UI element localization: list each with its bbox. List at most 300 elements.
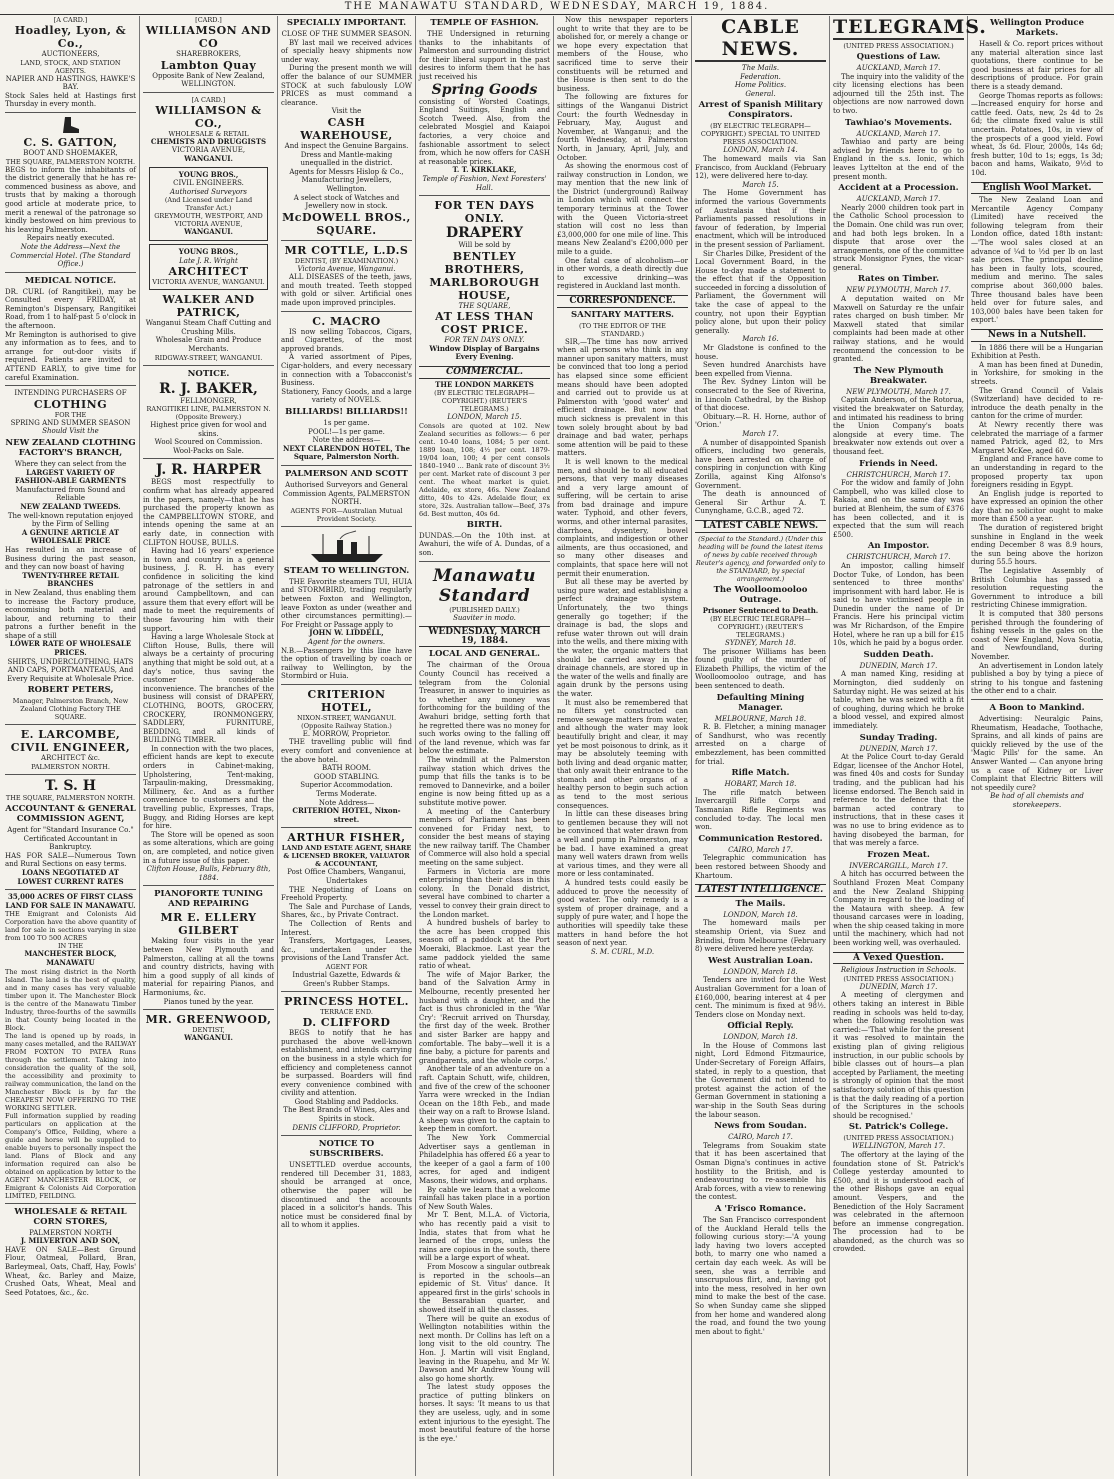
victoria-avenue: VICTORIA AVENUE, — [171, 146, 246, 155]
cable-item-1: The Mails. — [741, 64, 780, 72]
arrest-date-2: March 15. — [742, 180, 779, 189]
young-licensed: (And Licensed under Land Transfer Act.) — [164, 196, 253, 213]
column-5 — [554, 16, 692, 1476]
arrest-body-4: Mr Gladstone is confined to the house. — [695, 344, 826, 361]
harper-body: BEGS most respectfully to confirm what has already appeared in the papers, namely—that he has purchased the property known as the CAMPBELLTOWN STORE, and intends opening the same at an early date, in connection with CLIFTON HOUSE, BULLS. — [143, 478, 274, 547]
lambton-quay: Lambton Quay — [160, 58, 257, 72]
greenwood-name: MR. GREENWOOD, — [145, 1013, 272, 1027]
issue-date: WEDNESDAY, MARCH 19, 1884. — [419, 626, 550, 647]
divider — [143, 92, 274, 93]
prisoner-body: The prisoner Williams has been found guilty of the murder of Elizabeth Phillips, the victim of the Woolloomooloo outrage, and has been sentenced to death. — [695, 647, 826, 691]
markets-heading: THE LONDON MARKETS — [435, 379, 534, 389]
princess-hotel: PRINCESS HOTEL. — [284, 995, 409, 1009]
sudden-heading: Sudden Death. — [863, 649, 934, 660]
romance-body: The San Francisco correspondent of the Auckland Herald tells the following curious story:—'A young lady having two lovers accepted both, to marry one who named a certain day each week. As will be seen, she was a terrible and unscrupulous flirt, and, having got into the mess, resolved in her own mind to make the best of the case. So when Sunday came she slipped from her home and wandered along the road, and found the two young men about to fight.' — [695, 1215, 826, 1336]
official-body: In the House of Commons last night, Lord Edmond Fitzmaurice, Under-Secretary of Foreign Affairs, stated, in reply to a question, that the Government did not intend to protest against the action of the German Government in stationing a war-ship in the South Seas during the labour season. — [695, 1041, 826, 1119]
williamson-2-sub: WHOLESALE & RETAIL — [168, 129, 249, 138]
divider — [143, 458, 274, 459]
criterion-terms: Terms Moderate. — [316, 790, 377, 799]
clothing-branches-body: in New Zealand, thus enabling them to increase the Factory produce, economising both material and labour, and returning to their patrons a further benefit in the shape of a still — [5, 588, 136, 640]
less-than-cost: AT LESS THAN COST PRICE. — [435, 310, 534, 337]
comm-date: CAIRO, March 17. — [728, 845, 793, 854]
greenwood-dentist: DENTIST, — [192, 1026, 225, 1035]
column-1 — [2, 16, 140, 1476]
defaulting-heading: Defaulting Mining Manager. — [716, 692, 805, 713]
divider — [419, 195, 550, 196]
baker-name: R. J. BAKER, — [159, 380, 258, 397]
vexed-body: A meeting of clergymen and others taking an interest in Bible reading in schools was held to-day, when the following resolution was carried:—'That while for the present it was resolved to maintain the existing plan of giving religious instruction, in our public schools by bible classes out of hours—a plan accepted by Parliament, the meeting is strongly of opinion that the most satisfactory solution of this question is that the daily reading of a portion of the Scriptures in the schools should be recognised.' — [833, 991, 964, 1120]
ten-days: FOR TEN DAYS ONLY. — [434, 199, 535, 226]
gatton-name: C. S. GATTON, — [23, 135, 118, 149]
produce-heading: Wellington Produce Markets. — [989, 18, 1085, 38]
divider — [281, 1135, 412, 1136]
rifle-date: HOBART, March 18. — [724, 780, 797, 789]
harper-body-3: Having a large Wholesale Stock at Clifton House, Bulls, there will always be a certainty of procuring anything that might be sold out, at a day's notice, thus saving the customer considerable inconvenience. The branches of the business will consist of DRAPERY, CLOTHING, BOOTS, GROCERY, CROCKERY, IRONMONGERY, SADDLERY, FURNITURE, BEDDING, and all kinds of BUILDING TIMBER. — [143, 633, 274, 745]
fisher-body-5: Transfers, Mortgages, Leases, &c., undertaken under the provisions of the Land Transfer Act. — [281, 937, 412, 963]
harper-body-2: Having had 16 years' experience in town and country in a general business, J. R. H. has every confidence in soliciting the kind patronage of the settlers in and around Campbelltown, and can assure them that every effort will be made to meet the requirements of those favouring him with their support. — [143, 547, 274, 633]
vexed-date: DUNEDIN, March 17. — [859, 982, 938, 991]
spring-body: consisting of Worsted Coatings, England Suitings, English and Scotch Tweed. Also, from the celebrated Mosgiel and Kaiapoi factories, a very choice and fashionable assortment to select from, which he now offers for CASH at reasonable prices. — [419, 97, 550, 166]
rates-heading: Rates on Timber. — [857, 274, 940, 285]
fisher-sub: LAND AND ESTATE AGENT, SHARE & LICENSED BROKER, VALUATOR & ACCOUNTANT, — [281, 844, 412, 869]
newspaper-page — [2, 16, 1112, 1476]
nutshell-3: The Grand Council of Valais (Switzerland) have decided to re-introduce the death penalty in the canton for the crime of murder. — [971, 386, 1103, 421]
kirk-sub: Temple of Fashion, Next Foresters' Hall. — [422, 174, 547, 192]
sanitary-body-1: SIR,—The time has now arrived when all persons who think in any manner upon sanitary matters, must be convinced that too long a period has elapsed since some efficient means should have been adopted and carried out to provide us at Palmerston with 'good water' and efficient drainage. But now that much sickness is prevalent in this town solely brought about by bad drainage and bad water, perhaps some attention will be paid to these matters. — [557, 337, 688, 458]
friends-heading: Friends in Need. — [859, 458, 938, 469]
vexed-sub-2: (UNITED PRESS ASSOCIATION.) — [843, 974, 954, 983]
criterion-nixon: NIXON-STREET, WANGANUI. (Opposite Railway Station.) — [296, 713, 397, 730]
divider — [281, 991, 412, 992]
divider — [5, 385, 136, 386]
billiards-price: 1s per game. — [323, 419, 370, 427]
tawhiao-body: Tawhiao and party are being advised by friends here to go to England in the s.s. Ionic, which leaves Lyttelton at the end of the present month. — [833, 138, 964, 181]
young-1: YOUNG BROS., — [178, 169, 239, 179]
sudden-body: A man named King, residing at Mornington, died suddenly on Saturday night. He was seized at his table, when he was seized with a fit of coughing, during which he broke a blood vessel, and expired almost immediately. — [833, 670, 964, 730]
woolloomooloo-heading: The Woolloomooloo Outrage. — [713, 584, 808, 605]
clifford-name: D. CLIFFORD — [302, 1016, 391, 1030]
divider — [419, 561, 550, 562]
telegrams-sub: (UNITED PRESS ASSOCIATION.) — [843, 42, 954, 50]
accident-body: Nearly 2000 children took part in the Catholic School procession to the Domain. One child was run over, and had both legs broken. In a dispute that arose over the arrangements, one of the committee struck Monsignor Fynes, the vicar-general. — [833, 203, 964, 272]
latest-cable-heading: LATEST CABLE NEWS. — [695, 520, 826, 533]
card-label-2: [A CARD.] — [191, 95, 226, 104]
harper-body-5: The Store will be opened as soon as some alterations, which are going on, are completed, and notice given in a future issue of this paper. — [143, 830, 274, 865]
sanitary-body-2: It is well known to the medical men, and should be to all educated persons, that very many diseases and a very large amount of suffering, will be certain to arise from bad drainage and impure water. Typhoid, and other fevers, worms, and other internal parasites, diarrhoea, dysentery, bowel complaints, and indigestion or other ailments, are thus occasioned, and so many other diseases and complaints, that space here will not permit their enumeration. — [557, 457, 688, 578]
arrest-sub: (BY ELECTRIC TELEGRAPH—COPYRIGHT.) SPECIAL TO UNITED PRESS ASSOCIATION. — [700, 122, 821, 147]
macro-body: IS now selling Tobaccos, Cigars, and Cigarettes, of the most approved brands. — [281, 327, 412, 353]
nutshell-6: An English judge is reported to have expressed an opinion the other day that no solicitor ought to make more than £500 a year. — [971, 489, 1103, 524]
west-heading: West Australian Loan. — [708, 955, 813, 966]
cable-news-heading: CABLE NEWS. — [695, 16, 826, 62]
boot-icon — [59, 116, 83, 134]
tawhiao-heading: Tawhiao's Movements. — [845, 117, 952, 128]
obituary: Obituary.—R. H. Horne, author of 'Orion.' — [695, 412, 826, 430]
romance-heading: A 'Frisco Romance. — [714, 1203, 807, 1214]
card-label: [CARD.] — [195, 16, 222, 24]
special-body-2: During the present month we will offer the balance of our SUMMER STOCK at such fabulously LOW PRICES as must command a clearance. — [281, 64, 412, 107]
divider — [281, 465, 412, 466]
larcombe-civil: CIVIL ENGINEER, — [10, 741, 131, 755]
nz-clothing: NEW ZEALAND CLOTHING FACTORY'S BRANCH, — [5, 438, 136, 458]
clothing-shirts: SHIRTS, UNDERCLOTHING, HATS AND CAPS, PORTMANTEAUS, And Every Requisite at Wholesale Price. — [7, 657, 134, 683]
clothing-should: Should Visit the — [42, 427, 99, 436]
young-authorised: Authorised Surveyors — [170, 187, 247, 196]
larcombe-architect: ARCHITECT &c. — [41, 754, 100, 763]
motto: Suaviter in modo. — [453, 613, 516, 622]
local-body-6: The wife of Major Barker, the band of the Salvation Army in Melbourne, recently presented her husband with a daughter, and the fact is thus chronicled in the 'War Cry': 'Recruit arrived on Thursday, the first day of the week. Brother and sister Barker are happy and comfortable. The baby—well it is a fine baby, a picture for parents and grandparents, and the whole corps.' — [419, 970, 550, 1065]
clifford-sign: DENIS CLIFFORD, Proprietor. — [292, 1123, 401, 1132]
macro-name: C. MACRO — [312, 314, 381, 328]
tsh-sub: THE SQUARE, PALMERSTON NORTH. — [5, 794, 136, 803]
clothing-genuine: A GENUINE ARTICLE AT WHOLESALE PRICE — [21, 527, 120, 546]
divider — [5, 112, 136, 113]
column-7 — [830, 16, 987, 1476]
markets-body: Consols are quoted at 102. New Zealand securities as follows:— 6 per cent. 10-40 loans, 1084; 5 per cent. 1889 loan, 108; 4½ per cent. 1879-19/04 loan, 100; 4 per cent consols 1840–1940 ... Bank rate of discount 3½ per cent. Market rate of discount 3 per cent. The wheat market is quiet. Adelaide, ex store, 46s. New Zealand ditto, 40s to 42s. Adelaide flour, ex store, 32s. Australian tallow—Beef, 37s 6d. Best mutton, 40s 6d. — [419, 421, 550, 518]
commercial-heading: COMMERCIAL. — [419, 366, 550, 379]
breakwater-date: NEW PLYMOUTH, March 17. — [846, 387, 951, 396]
divider — [5, 724, 136, 725]
sunday-body: At the Police Court to-day Gerald Edgar, licensee of the Anchor Hotel, was fined 40s and costs for Sunday trading, and the publican had his license endorsed. The Bench said in reference to the defence that the barman acted contrary to instructions, that in these cases it was no use to bring evidence as to having disobeyed the barman, for that was merely a farce. — [833, 753, 964, 848]
terrace-end: TERRACE END. — [320, 1008, 373, 1017]
lambton-opposite: Opposite Bank of New Zealand, WELLINGTON. — [152, 71, 265, 89]
fisher-agent-for: AGENT FOR — [325, 962, 368, 971]
gatton-sub: BOOT AND SHOEMAKER, — [23, 148, 118, 157]
fellmonger: FELLMONGER, — [180, 396, 237, 405]
local-body-4: Farmers in Victoria are more enterprising than their class in this colony. In the Donald district, several have combined to charter a vessel to convey their grain direct to the London market. — [419, 867, 550, 919]
sanitary-body-5: In little can these diseases bring to gentlemen because they will not be convinced that water drawn from a well and pump in Palmerston, may be bad. I have examined a great many well waters drawn from wells at various times, and they were all more or less contaminated. — [557, 810, 688, 879]
col5-body-4: One fatal case of alcoholism—or in other words, a death directly due to excessive drinking—was registered in Auckland last month. — [557, 256, 688, 291]
milverton-name: J. MILVERTON AND SON, — [20, 1236, 121, 1246]
sanitary-body-6: A hundred tests could easily be adduced to prove the necessity of good water. The only remedy is a system of proper drainage, and a supply of pure water, and I hope the authorities will speedily take these matters in hand before the hot season of next year. — [557, 879, 688, 948]
divider — [971, 699, 1103, 700]
local-heading: LOCAL AND GENERAL. — [429, 649, 540, 660]
nutshell-9: It is computed that 380 persons perished through the foundering of fishing vessels in the gales on the coast of New England, Nova Scotia, and Newfoundland, during November. — [971, 610, 1103, 661]
the-square: THE SQUARE, — [458, 301, 511, 310]
published-daily: (PUBLISHED DAILY.) — [449, 605, 520, 614]
divider — [5, 272, 136, 273]
clifford-body: BEGS to notify that he has purchased the above well-known establishment, and intends carrying on the business in a style which for efficiency and completeness cannot be surpassed. Boarders will find every convenience combined with civility and attention. — [281, 1029, 412, 1098]
nutshell-5: England and France have come to an understanding in regard to the proposed property tax upon foreigners residing in Egypt. — [971, 455, 1103, 490]
arrest-date-4: March 17. — [742, 429, 779, 438]
official-date: LONDON, March 18. — [723, 1033, 798, 1042]
cottle-sub: DENTIST, (BY EXAMINATION.) — [294, 256, 399, 265]
local-body-10: Mr T. Bent, M.L.A. of Victoria, who has recently paid a visit to India, states that from what he learned of the crops, unless the rains are copious in the south, there will be a large export of wheat. — [419, 1211, 550, 1263]
watches: A select stock of Watches and Jewellery now in stock. — [293, 193, 400, 211]
young-architect: ARCHITECT — [168, 265, 249, 279]
temple-body: THE Undersigned in returning thanks to the inhabitants of Palmerston and surrounding district for their liberal support in the past desires to inform them that he has just received his — [419, 30, 550, 81]
sunday-heading: Sunday Trading. — [859, 732, 938, 743]
arrest-body-3: Sir Charles Dilke, President of the Local Government Board, in the House to-day made a statement to the effect that if the Opposition succeeded in forcing a dissolution of Parliament, the Government will take the case of appeal to the country, not upon their Egyptian policy alone, but upon their policy generally. — [695, 249, 826, 335]
visit: Visit the — [331, 107, 362, 116]
rifle-body: The rifle match between Invercargill Rifle Corps and Tasmanian Rifle Regiments was concluded to-day. The local men won. — [695, 788, 826, 832]
paper-masthead: Manawatu Standard — [432, 565, 537, 606]
masthead-header — [0, 0, 1114, 15]
kirk-name: T. T. KIRKLAKE, — [452, 165, 517, 175]
curl-body-2: Mr Remington is authorised to give any information as to fees, and to arrange for out-door visits if required. Patients are invited to ATTEND EARLY, to give time for careful Examination. — [5, 330, 136, 382]
divider — [5, 774, 136, 775]
arrest-body-2: The Home Government has informed the various Governments of Australasia that if their Parliaments passed resolutions in favour of federation, by Imperial enactment, which will be introduced in the present session of Parliament. — [695, 189, 826, 249]
arrest-date: LONDON, March 14. — [723, 146, 798, 155]
macro-body-2: A varied assortment of Pipes, Cigar-holders, and every necessary in connection with a Tobacconist's Business. — [281, 353, 412, 388]
criterion-note: Note Address— — [318, 798, 375, 807]
notice-heading: NOTICE. — [187, 368, 230, 379]
patrick-sub: (UNITED PRESS ASSOCIATION.) — [843, 1134, 954, 1143]
final-line: Be had of all chemists and storekeepers. — [990, 792, 1084, 809]
birth-heading: BIRTH. — [466, 519, 503, 530]
young-2-sub: Late J. R. Wright — [179, 256, 238, 265]
divider — [143, 365, 274, 366]
steam-heading: STEAM TO WELLINGTON. — [283, 565, 410, 576]
curl-body: DR. CURL (of Rangitikei), may be Consulted every FRIDAY, at Remington's Dispensary, Rangitikei Road, from 1 to half-past 5 o'clock in the afternoon. — [5, 287, 136, 331]
vexed-heading: A Vexed Question. — [833, 952, 964, 965]
tsh-accountant: ACCOUNTANT & GENERAL COMMISSION AGENT, — [5, 804, 136, 825]
west-body: Tenders are invited for the West Australian Government for a loan of £160,000, bearing interest at 4 per cent. The minimum is fixed at 98½. Tenders close on Monday next. — [695, 976, 826, 1019]
hoadley-places: NAPIER AND HASTINGS, HAWKE'S BAY. — [5, 74, 136, 92]
cable-item-3: Home Politics. — [734, 81, 787, 90]
divider — [5, 889, 136, 890]
gilbert-name: MR E. ELLERY GILBERT — [160, 911, 257, 938]
local-body-8: The New York Commercial Advertiser says a gentleman in Philadelphia has offered £6 a year to the keeper of a gaol a farm of 100 acres, for aged and indigent Masons, their widows, and orphans. — [419, 1134, 550, 1186]
young-victoria: VICTORIA AVENUE, WANGANUI. — [152, 278, 265, 287]
col5-body-2: The following are fixtures for sittings of the Wanganui District Court: the fourth Wednesday in February, May, August and November, at Wanganui; and the fourth Wednesday, at Palmerston North, in January, April, July, and October. — [557, 93, 688, 162]
gilbert-body: Making four visits in the year between New Plymouth and Palmerston, calling at all the towns and country districts, having with him a good supply of all kinds of material for repairing Pianos, and Harmoniums, &c. — [143, 937, 274, 997]
frozen-date: INVERCARGILL, March 17. — [849, 861, 948, 870]
pool-price: POOL!—1s per game. — [308, 427, 385, 436]
block-body: The most rising district in the North Island. The land is the best of quality, and in many cases has very valuable timber upon it. The Manchester Block is the centre of the Manawatu Timber Industry, three-fourths of the sawmills in that County being located in the Block. — [5, 967, 136, 1032]
young-bros-box-1 — [149, 167, 268, 241]
telegrams-heading: TELEGRAMS. — [833, 16, 987, 38]
qlaw-body: The inquiry into the validity of the city licensing elections has been adjourned till the 25th inst. The objections are now narrowed down to two. — [833, 72, 964, 115]
arrest-heading: Arrest of Spanish Military Conspirators. — [698, 100, 823, 121]
clothing-season: SPRING AND SUMMER SEASON — [10, 418, 131, 427]
spring-goods: Spring Goods — [431, 81, 538, 98]
emigrant-body: THE Emigrant and Colonists Aid Corporation have the above quantity of land for sale in sections varying in size from 100 TO 500 ACRES — [5, 910, 136, 943]
local-body-1: The chairman of the Oroua County Council has received a telegram from the Colonial Treasurer, in answer to inquiries as to whether any money was forthcoming for the building of the Awahuri bridge, setting forth that he regretted there was no money for such works owing to the falling off of the land revenue, which was far below the estimate. — [419, 661, 550, 756]
arrest-date-3: March 16. — [742, 335, 779, 344]
corn-place: PALMERSTON NORTH — [29, 1228, 112, 1237]
arrest-body-5: Seven hundred Anarchists have been expelled from Vienna. — [695, 361, 826, 378]
walker-ridgway: RIDGWAY-STREET, WANGANUI. — [154, 353, 263, 362]
special-heading: SPECIALLY IMPORTANT. — [286, 18, 407, 28]
official-heading: Official Reply. — [727, 1021, 794, 1032]
hoadley-sub: AUCTIONEERS, — [41, 50, 100, 58]
clarendon: NEXT CLARENDON HOTEL, The Square, Palmerston North. — [282, 443, 411, 462]
criterion-body: THE travelling public will find every comfort and convenience at the above hotel. — [281, 738, 412, 764]
nutshell-heading: News in a Nutshell. — [971, 329, 1103, 342]
local-body-13: The latest study opposes the practice of putting blinkers on horses. It says: 'It means to us that they are useless, ugly, and in some extent injurious to the eyesight. The most beautiful feature of the horse is the eye.' — [419, 1383, 550, 1443]
divider — [143, 1009, 274, 1010]
breakwater-body: Captain Anderson, of the Rotorua, visited the breakwater on Saturday, and intimated his readiness to bring the Union Company's boats alongside at every time. The breakwater now extends out over a thousand feet. — [833, 396, 964, 456]
tsh-certified: Certificated Accountant in Bankruptcy. — [23, 834, 118, 852]
mails-date: LONDON, March 18. — [723, 910, 798, 919]
markets-date: LONDON, March 15. — [447, 413, 522, 422]
piano-heading: PIANOFORTE TUNING AND REPAIRING — [154, 889, 263, 910]
drapery: DRAPERY — [445, 225, 524, 242]
macro-stationery: Stationery, Fancy Goods, and a large variety of NOVELS. — [281, 387, 412, 405]
divider — [281, 526, 412, 527]
nutshell-10: An advertisement in London lately published a boy by tying a piece of string to his tongue and fastening the other end to a chair. — [971, 661, 1103, 696]
palmerson-agents: AGENTS FOR—Australian Mutual Provident Society. — [290, 506, 403, 523]
prisoner-heading: Prisoner Sentenced to Death. — [702, 605, 819, 615]
column-4 — [416, 16, 554, 1476]
divider — [281, 311, 412, 312]
gilbert-pianos: Pianos tuned by the year. — [163, 997, 254, 1006]
patrick-heading: St. Patrick's College. — [848, 1122, 949, 1133]
comm-body: Telegraphic communication has been restored between Shoody and Khartoum. — [695, 854, 826, 880]
baker-addr: RANGITIKEI LINE, PALMERSTON N. (Opposite Brewery.) — [146, 405, 271, 422]
walker-sub: Wanganui Steam Chaff Cutting and Crushing Mills. — [145, 319, 272, 336]
soudan-body: Telegrams from Souakim state that it has been ascertained that Osman Digna's continues in active hostility to the British, and is endeavouring to re-assemble his Arab forces, with a view to renewing the contest. — [695, 1141, 826, 1202]
tawhiao-date: AUCKLAND, March 17. — [856, 129, 941, 138]
window-display: Window Display of Bargains Every Evening. — [429, 343, 540, 362]
young-2: YOUNG BROS., — [178, 246, 239, 256]
nutshell-7: The duration of registered bright sunshine in England in the week ending December 8 was 8.9 hours, the sun being above the horizon during 55.5 hours. — [971, 524, 1103, 567]
gatton-body: BEGS to inform the inhabitants of the district generally that he has re-commenced business as above, and trusts that by making a thorough good article at moderate price, to merit a renewal of the patronage so kindly bestowed on him previous to his leaving Palmerston. — [5, 165, 136, 234]
cash-body: And inspect the Genuine Bargains. — [284, 141, 409, 150]
ten-days-2: FOR TEN DAYS ONLY. — [444, 336, 525, 345]
acres-title: 35,000 ACRES OF FIRST CLASS LAND FOR SALE IN MANAWATU. — [5, 892, 136, 910]
gatton-addr: THE SQUARE, PALMERSTON NORTH. — [5, 157, 136, 166]
clothing-increase: Has resulted in an increase of Business during the past season, and they can now boast of having — [5, 545, 136, 572]
sanitary-sign: S. M. CURL, M.D. — [590, 947, 655, 956]
qlaw-heading: Questions of Law. — [856, 52, 941, 62]
birth-body: DUNDAS.—On the 10th inst. at Awahuri, the wife of A. Dundas, of a son. — [419, 531, 550, 558]
fisher-body-4: The Collection of Rents and Interest. — [281, 919, 412, 937]
english-wool-heading: English Wool Market. — [971, 182, 1103, 195]
rifle-heading: Rifle Match. — [731, 768, 790, 779]
nutshell-1: In 1886 there will be a Hungarian Exhibition at Pesth. — [971, 343, 1103, 361]
local-body-11: From Moscow a singular outbreak is reported in the schools—an epidemic of St. Vitus' dance. It appeared first in the girls' schools in the Bessarabian quarter, and showed itself in all the classes. — [419, 1262, 550, 1314]
latest-body: (Special to the Standard.) (Under this heading will be found the latest items of news by cable received through Reuter's agency, and forwarded only to the STANDARD, by special arrangement.) — [695, 534, 826, 583]
liddell-name: JOHN W. LIDDELL, — [309, 628, 384, 638]
local-body-3: A meeting of the Canterbury members of Parliament has been convened for Friday next, to consider the best means of staying the new railway tariff. The Chamber of Commerce will also hold a special meeting on the same subject. — [419, 807, 550, 868]
hislop-agents: Agents for Messrs Hislop & Co., Manufacturing Jewellers, Wellington. — [289, 167, 404, 193]
header-title: THE MANAWATU STANDARD, WEDNESDAY, MARCH 19, 1884. — [344, 1, 770, 12]
cottle-name: MR COTTLE, L.D.S — [284, 243, 409, 257]
block-body-3: Full information supplied by reading particulars on application at the Company's Office, Feilding, where a guide and horse will be supplied to enable buyers to personally inspect the land. Plans of Block and any information required can also be obtained on application by letter to the AGENT MANCHESTER BLOCK, or Emigrant & Colonists Aid Corporation LIMITED, FEILDING. — [5, 1111, 136, 1200]
baker-wool: Wool Scoured on Commission. — [154, 438, 263, 447]
col5-body-1: Now this newspaper reporters ought to write that they are to be abolished for, or merely a change or we hope every expectation that members of the House, who sacrificed time to serve their constituents will be returned and the House is then sent to do the business. — [557, 16, 688, 93]
baker-wool-2: Wool-Packs on Sale. — [173, 446, 244, 455]
will-be-sold: Will be sold by — [458, 241, 511, 250]
walker-name: WALKER AND PATRICK, — [162, 293, 255, 320]
english-wool-body: The New Zealand Loan and Mercantile Agency Company (Limited) have received the following telegram from their London office, dated 18th instant:—'The wool sales closed at an advance of ¼d to ½d per lb on last sale prices. The principal decline has been in faulty lots, scoured, medium and merino. The sales comprise about 360,000 bales. Three thousand bales have been held over for future sales, and 103,000 bales have been taken for export.' — [971, 196, 1103, 325]
cable-item-2: Federation. — [740, 72, 781, 81]
young-1-sub: CIVIL ENGINEERS. — [173, 179, 244, 188]
criterion-name: CRITERION HOTEL, — [307, 687, 386, 714]
patrick-body: The offertory at the laying of the foundation stone of St. Patrick's College yesterday amounted to £500, and it is understood each of the other Bishops gave an equal amount. Vespers, and the Benediction of the Holy Sacrament was celebrated in the afternoon before an immense congregation. The procession had to be abandoned, as the church was so crowded. — [833, 1150, 964, 1254]
defaulting-date: MELBOURNE, March 18. — [714, 714, 807, 723]
qlaw-date: AUCKLAND, March 17. — [856, 64, 941, 72]
clothing-intending: INTENDING PURCHASERS OF — [14, 389, 127, 398]
column-6 — [692, 16, 830, 1476]
sanitary-heading: SANITARY MATTERS. — [571, 309, 674, 320]
accident-date: AUCKLAND, March 17. — [856, 195, 941, 204]
clothing-where: Where they can select from the — [14, 460, 127, 468]
prisoner-date: SYDNEY, March 18. — [725, 639, 796, 648]
hoadley-name: Hoadley, Lyon, & Co., — [14, 24, 127, 50]
clothing-for: FOR THE — [54, 410, 87, 419]
prisoner-sub: (BY ELECTRIC TELEGRAPH—COPYRIGHT.) (REUTER'S TELEGRAMS.) — [710, 615, 811, 640]
palmerson-name: PALMERSON AND SCOTT — [285, 468, 408, 479]
clothing-largest: LARGEST VARIETY OF FASHION-ABLE GARMENTS — [14, 467, 127, 486]
chemists: CHEMISTS AND DRUGGISTS — [150, 136, 267, 146]
boon-heading: A Boon to Mankind. — [989, 702, 1085, 713]
walker-grain: Wholesale Grain and Produce Merchants. — [155, 336, 262, 353]
steamship-icon — [307, 530, 387, 564]
soudan-date: CAIRO, March 17. — [728, 1133, 793, 1142]
vexed-sub: Religious Instruction in Schools. — [840, 966, 957, 975]
cable-item-4: General. — [745, 89, 776, 98]
latest-intelligence: LATEST INTELLIGENCE. — [695, 884, 826, 897]
mcdowell-square: SQUARE. — [316, 223, 377, 237]
criterion-superior: Superior Accommodation. — [300, 781, 393, 790]
harper-name: J. R. HARPER — [155, 462, 262, 479]
medical-heading: MEDICAL NOTICE. — [24, 275, 117, 286]
clothing-title: CLOTHING — [33, 397, 108, 411]
young-bros-box-2 — [149, 244, 268, 290]
clothing-firm: The well-known reputation enjoyed by the Firm of Selling — [7, 511, 134, 529]
west-date: LONDON, March 18. — [723, 967, 798, 976]
cash-warehouse: CASH WAREHOUSE, — [300, 115, 393, 142]
steam-body: THE Favorite steamers TUI, HUIA and STORMBIRD, trading regularly between Foxton and Wellington, leave Foxton as under (weather and other circumstances permitting).—For Freight or Passage apply to — [281, 577, 412, 629]
divider — [143, 885, 274, 886]
impostor-date: CHRISTCHURCH, March 17. — [846, 553, 951, 562]
mcdowell-name: McDOWELL BROS., — [282, 210, 411, 224]
frozen-heading: Frozen Meat. — [867, 849, 930, 860]
tsh-name: T. S. H — [45, 778, 96, 795]
hoadley-sales: Stock Sales held at Hastings first Thursday in every month. — [5, 91, 136, 109]
column-3 — [278, 16, 416, 1476]
billiards: BILLIARDS! BILLIARDS!! — [285, 407, 408, 417]
defaulting-body: R. B. Fletcher, a mining manager of Sandhurst, who was recently arrested on a charge of embezzlement, has been committed for trial. — [695, 723, 826, 766]
williamson-2: WILLIAMSON & CO., — [155, 103, 262, 130]
column-2 — [140, 16, 278, 1476]
mails-body: The homeward mails per steamship Orient, via Suez and Brindisi, from Melbourne (February 8) were delivered here yesterday. — [695, 919, 826, 954]
correspondence-heading: CORRESPONDENCE. — [557, 295, 688, 308]
mails-heading: The Mails. — [735, 898, 786, 909]
markets-sub: (BY ELECTRIC TELEGRAPH—COPYRIGHT.) (REUTER'S TELEGRAMS.) — [434, 389, 535, 414]
hoadley-agents: LAND, STOCK, AND STATION AGENTS. — [20, 58, 121, 75]
corn-stores: WHOLESALE & RETAIL CORN STORES, — [14, 1206, 127, 1227]
peters-name: ROBERT PETERS, — [27, 685, 114, 696]
liddell-note: N.B.—Passengers by this line have the option of travelling by coach or railway to Wellington, by the Stormbird or Huia. — [281, 646, 412, 681]
clifford-body-3: The Best Brands of Wines, Ales and Spirits in stock. — [283, 1106, 410, 1124]
fisher-body-3: The Sale and Purchase of Lands, Shares, &c., by Private Contract. — [281, 902, 412, 920]
friends-body: For the widow and family of John Campbell, who was killed close to Rakaia, and on the same day was buried at Blenheim, the sum of £376 has been collected, and it is expected that the sum will reach £500. — [833, 479, 964, 539]
tsh-has-for: HAS FOR SALE—Numerous Town and Rural Sections on easy terms. — [5, 851, 136, 869]
accident-heading: Accident at a Procession. — [838, 183, 959, 194]
clothing-lower: LOWER RATE OF WHOLESALE PRICES. — [9, 639, 132, 658]
baker-price: Highest price given for wool and skins. — [150, 421, 267, 438]
fisher-name: ARTHUR FISHER, — [287, 831, 406, 845]
bentley-brothers: BENTLEY BROTHERS, — [444, 249, 525, 276]
sanitary-body-4: It must also be remembered that no filters yet constructed can remove sewage matters from water, and although the water may look beautifully bright and clear, it may yet be most poisonous to drink, as it may be absolutely teeming with both living and dead organic matter, that only await their entrance to the stomach and other organs of a healthy person to begin such action as tend to the most serious consequences. — [557, 698, 688, 810]
divider — [281, 827, 412, 828]
impostor-heading: An Impostor. — [867, 541, 930, 552]
cottle-body: ALL DISEASES of the teeth, jaws, and mouth treated. Teeth stopped with gold or silver. Artificial ones made upon improved principles. — [281, 273, 412, 308]
sunday-date: DUNEDIN, March 17. — [859, 744, 938, 753]
local-body-2: The windmill at the Palmerston railway station which drives the pump that fills the tanks is to be removed to Dannevirke, and a boiler engine is now being fitted up as a substitute motive power. — [419, 755, 550, 807]
wanganui: WANGANUI. — [184, 153, 233, 163]
larcombe-place: PALMERSTON NORTH. — [31, 763, 110, 772]
friends-date: CHRISTCHURCH, March 17. — [846, 470, 951, 479]
tsh-loans: LOANS NEGOTIATED AT LOWEST CURRENT RATES — [17, 868, 124, 886]
greenwood-place: WANGANUI. — [184, 1033, 233, 1043]
soudan-heading: News from Soudan. — [714, 1121, 807, 1132]
patrick-date: WELLINGTON, March 17. — [851, 1142, 946, 1151]
